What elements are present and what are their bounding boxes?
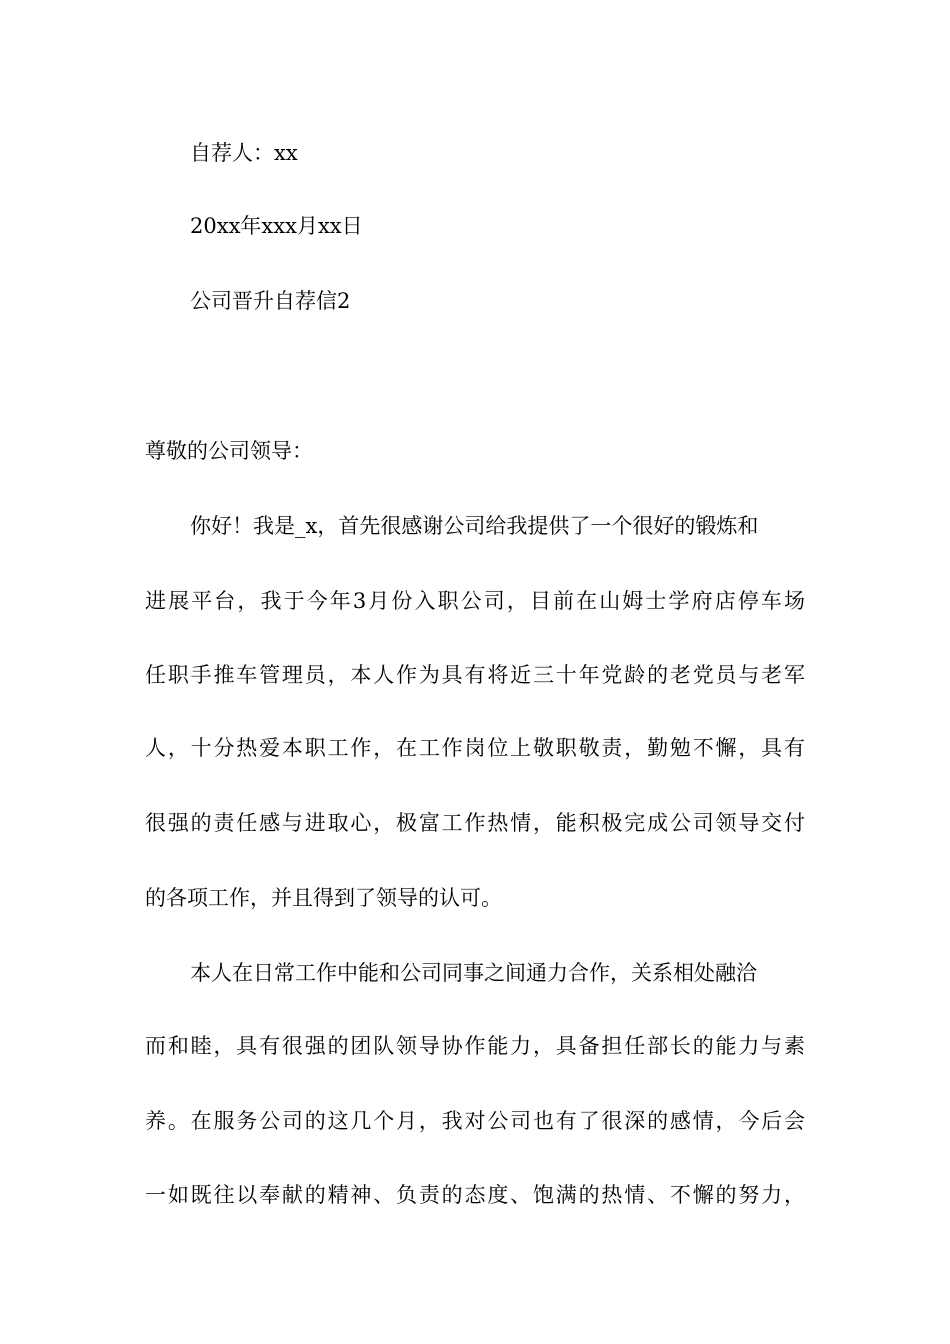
body-line: 任职手推车管理员，本人作为具有将近三十年党龄的老党员与老军 bbox=[145, 663, 805, 687]
date-line: 20xx年xxx月xx日 bbox=[190, 214, 363, 238]
body-line: 进展平台，我于今年3月份入职公司，目前在山姆士学府店停车场 bbox=[145, 589, 805, 613]
recommender-line: 自荐人：xx bbox=[190, 141, 298, 165]
body-line: 你好！我是_x，首先很感谢公司给我提供了一个很好的锻炼和 bbox=[190, 514, 759, 538]
body-line: 的各项工作，并且得到了领导的认可。 bbox=[145, 886, 502, 910]
body-line: 而和睦，具有很强的团队领导协作能力，具备担任部长的能力与素 bbox=[145, 1034, 805, 1058]
body-line: 人，十分热爱本职工作，在工作岗位上敬职敬责，勤勉不懈，具有 bbox=[145, 736, 805, 760]
body-line: 本人在日常工作中能和公司同事之间通力合作，关系相处融洽 bbox=[190, 961, 757, 985]
letter-title: 公司晋升自荐信2 bbox=[190, 289, 351, 313]
salutation: 尊敬的公司领导： bbox=[145, 439, 313, 463]
body-line: 很强的责任感与进取心，极富工作热情，能积极完成公司领导交付 bbox=[145, 811, 805, 835]
body-line: 养。在服务公司的这几个月，我对公司也有了很深的感情，今后会 bbox=[145, 1109, 805, 1133]
body-line: 一如既往以奉献的精神、负责的态度、饱满的热情、不懈的努力， bbox=[145, 1183, 805, 1207]
